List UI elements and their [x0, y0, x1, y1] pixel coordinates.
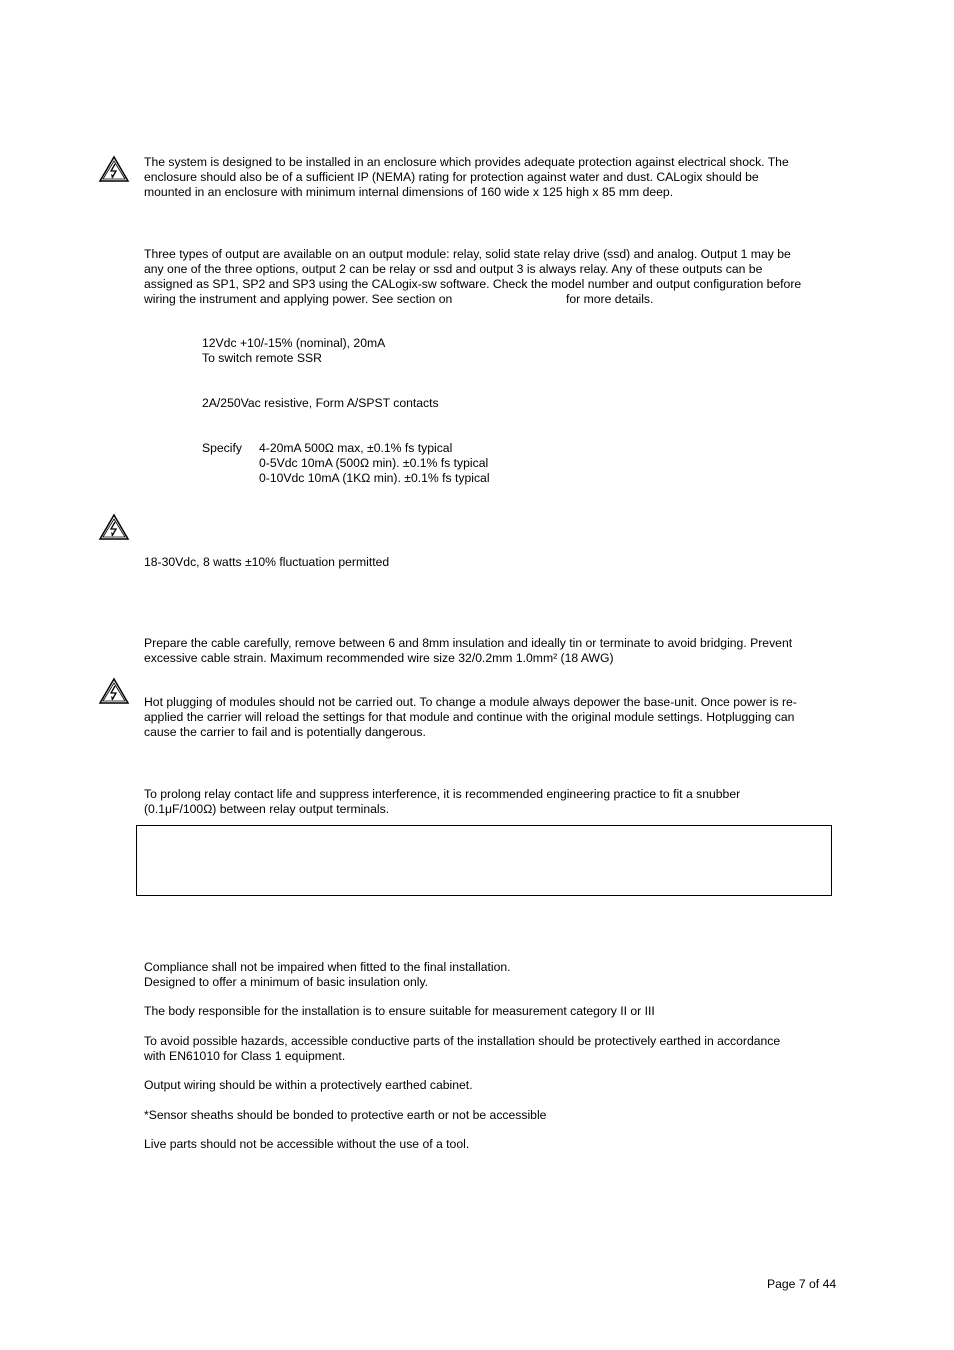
ssd-rating: 12Vdc +10/-15% (nominal), 20mA	[202, 336, 386, 350]
text-line-end: for more details.	[566, 292, 654, 306]
text-line: Designed to offer a minimum of basic insulation only.	[144, 975, 429, 989]
note-box	[136, 825, 832, 896]
electrical-hazard-warning-icon	[98, 155, 130, 183]
text-line: excessive cable strain. Maximum recommended wire size 32/0.2mm 1.0mm² (18 AWG)	[144, 651, 614, 665]
snubber-paragraph	[144, 787, 844, 817]
analog-value: 0-5Vdc 10mA (500Ω min). ±0.1% fs typical	[259, 456, 489, 470]
text-line	[144, 292, 844, 307]
text-line: To prolong relay contact life and suppress interference, it is recommended engineering practice to fit a snubber	[144, 787, 741, 801]
text-line: assigned as SP1, SP2 and SP3 using the CALogix-sw software. Check the model number and output configuration before	[144, 277, 802, 291]
ssd-spec	[202, 336, 385, 366]
analog-spec-values	[259, 441, 490, 486]
ssd-purpose: To switch remote SSR	[202, 351, 322, 365]
compliance-paragraph-2: The body responsible for the installation is to ensure suitable for measurement category II or III	[144, 1004, 655, 1018]
text-line: Prepare the cable carefully, remove between 6 and 8mm insulation and ideally tin or terminate to avoid bridging. Prevent	[144, 636, 793, 650]
text-line: The system is designed to be installed in an enclosure which provides adequate protection against electrical shock. The	[144, 155, 789, 169]
text-line: any one of the three options, output 2 can be relay or ssd and output 3 is always relay. Any of these outputs can be	[144, 262, 763, 276]
text-line: applied the carrier will reload the settings for that module and continue with the original module settings. Hotplugging can	[144, 710, 795, 724]
text-line: with EN61010 for Class 1 equipment.	[144, 1049, 346, 1063]
enclosure-paragraph	[144, 155, 844, 200]
outputs-paragraph	[144, 247, 844, 307]
compliance-paragraph-4: Output wiring should be within a protectively earthed cabinet.	[144, 1078, 473, 1092]
page-number: Page 7 of 44	[767, 1277, 837, 1291]
relay-rating: 2A/250Vac resistive, Form A/SPST contacts	[202, 396, 439, 410]
text-line: To avoid possible hazards, accessible conductive parts of the installation should be protectively earthed in accordance	[144, 1034, 781, 1048]
text-line: Three types of output are available on an output module: relay, solid state relay drive (ssd) and analog. Output 1 may be	[144, 247, 791, 261]
analog-spec-label: Specify	[202, 441, 242, 455]
text-line: cause the carrier to fail and is potentially dangerous.	[144, 725, 426, 739]
relay-spec	[202, 396, 439, 411]
text-line-start: wiring the instrument and applying power. See section on	[144, 292, 453, 306]
compliance-paragraph-6: Live parts should not be accessible without the use of a tool.	[144, 1137, 470, 1151]
hotplug-paragraph	[144, 695, 844, 740]
electrical-hazard-warning-icon	[98, 513, 130, 541]
compliance-paragraph-1	[144, 960, 844, 990]
compliance-paragraph-5: *Sensor sheaths should be bonded to protective earth or not be accessible	[144, 1108, 547, 1122]
text-line: mounted in an enclosure with minimum internal dimensions of 160 wide x 125 high x 85 mm deep.	[144, 185, 674, 199]
supply-spec: 18-30Vdc, 8 watts ±10% fluctuation permitted	[144, 555, 390, 569]
cable-paragraph	[144, 636, 844, 666]
text-line: Hot plugging of modules should not be carried out. To change a module always depower the base-unit. Once power is re-	[144, 695, 797, 709]
electrical-hazard-warning-icon	[98, 677, 130, 705]
text-line: Compliance shall not be impaired when fitted to the final installation.	[144, 960, 511, 974]
text-line: (0.1μF/100Ω) between relay output terminals.	[144, 802, 390, 816]
analog-value: 0-10Vdc 10mA (1KΩ min). ±0.1% fs typical	[259, 471, 490, 485]
analog-value: 4-20mA 500Ω max, ±0.1% fs typical	[259, 441, 453, 455]
compliance-paragraph-3	[144, 1034, 844, 1064]
text-line: enclosure should also be of a sufficient IP (NEMA) rating for protection against water and dust. CALogix should be	[144, 170, 759, 184]
